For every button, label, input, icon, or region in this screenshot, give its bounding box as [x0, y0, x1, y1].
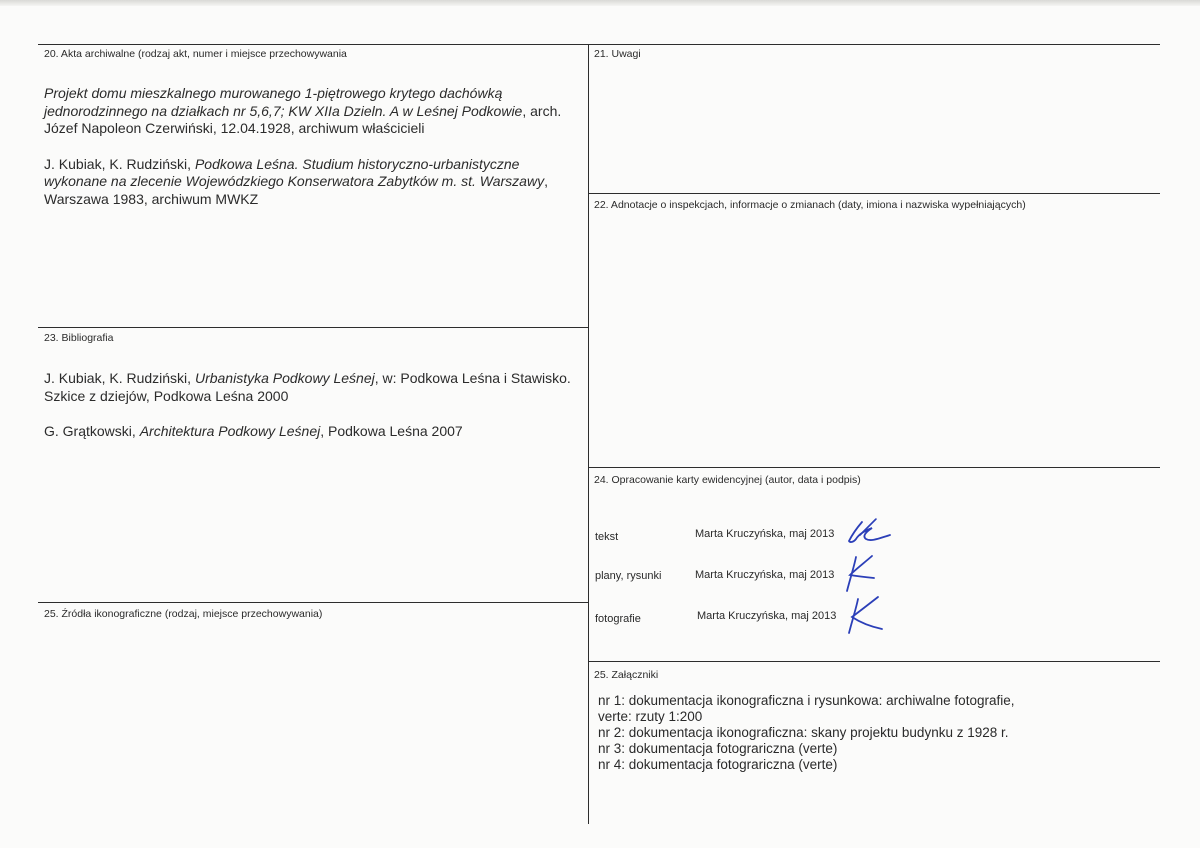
bibliography-entry-1 [44, 370, 586, 405]
archive-entry-1 [44, 85, 584, 138]
signature-1 [842, 515, 902, 549]
bibliography-entry-2-authors: G. Grątkowski, [44, 423, 140, 439]
section-22-label: 22. Adnotacje o inspekcjach, informacje o zmianach (daty, imiona i nazwiska wypełniających) [594, 199, 1026, 211]
archive-entry-2-title: Podkowa Leśna. Studium historyczno-urbanistyczne wykonane na zlecenie Wojewódzkiego Konserwatora Zabytków m. st. Warszawy [44, 155, 545, 189]
attachment-line: nr 3: dokumentacja fotograriczna (verte) [598, 741, 838, 756]
section-20-label: 20. Akta archiwalne (rodzaj akt, numer i miejsce przechowywania [44, 48, 347, 60]
archive-entry-2-rest: , Warszawa 1983, archiwum MWKZ [44, 173, 548, 207]
bibliography-entry-2-rest: , Podkowa Leśna 2007 [320, 423, 463, 439]
attachment-line: nr 4: dokumentacja fotograriczna (verte) [598, 757, 838, 772]
section-25-sources-label: 25. Źródła ikonograficzne (rodzaj, miejsce przechowywania) [44, 608, 323, 620]
divider-23-25 [38, 602, 589, 603]
row-label-plans: plany, rysunki [595, 570, 662, 582]
scan-edge [0, 0, 1200, 6]
signature-2 [842, 553, 882, 595]
divider-22-24 [589, 467, 1160, 468]
divider-24-25 [589, 661, 1160, 662]
attachment-line: verte: rzuty 1:200 [598, 709, 703, 724]
archive-entry-2 [44, 156, 584, 209]
row-value-plans: Marta Kruczyńska, maj 2013 [695, 569, 835, 581]
bibliography-entry-1-rest: , w: Podkowa Leśna i Stawisko. Szkice z dziejów, Podkowa Leśna 2000 [44, 370, 571, 404]
bibliography-entry-2 [44, 423, 586, 441]
attachment-line: nr 1: dokumentacja ikonograficzna i rysunkowa: archiwalne fotografie, [598, 693, 1015, 708]
divider-20-23 [38, 327, 589, 328]
bibliography-entry-1-authors: J. Kubiak, K. Rudziński, [44, 370, 195, 386]
row-label-text: tekst [595, 531, 619, 543]
signature-3 [842, 593, 886, 637]
attachment-line: nr 2: dokumentacja ikonograficzna: skany projektu budynku z 1928 r. [598, 725, 1009, 740]
archive-entry-2-authors: J. Kubiak, K. Rudziński, [44, 155, 195, 172]
divider-top [38, 44, 1160, 45]
row-value-photos: Marta Kruczyńska, maj 2013 [697, 610, 837, 622]
divider-21-22 [589, 193, 1160, 194]
section-25-attachments-label: 25. Załączniki [594, 669, 659, 681]
row-value-text: Marta Kruczyńska, maj 2013 [695, 528, 835, 540]
bibliography-entry-2-title: Architektura Podkowy Leśnej [139, 423, 321, 439]
archive-entry-1-title: Projekt domu mieszkalnego murowanego 1-piętrowego krytego dachówką jednorodzinnego na działkach nr 5,6,7; KW XIIa Dzieln. A w Leśnej Podkowie [44, 85, 523, 119]
section-23-label: 23. Bibliografia [44, 332, 114, 344]
attachments-list [598, 693, 1014, 773]
section-20-content [44, 85, 584, 208]
bibliography-entry-1-title: Urbanistyka Podkowy Leśnej [194, 370, 375, 386]
archive-entry-1-rest: , arch. Józef Napoleon Czerwiński, 12.04.1928, archiwum właścicieli [44, 102, 562, 136]
section-23-content [44, 370, 586, 441]
section-21-label: 21. Uwagi [594, 48, 641, 60]
divider-center [588, 44, 589, 824]
section-24-label: 24. Opracowanie karty ewidencyjnej (autor, data i podpis) [594, 474, 861, 486]
row-label-photos: fotografie [595, 613, 641, 625]
